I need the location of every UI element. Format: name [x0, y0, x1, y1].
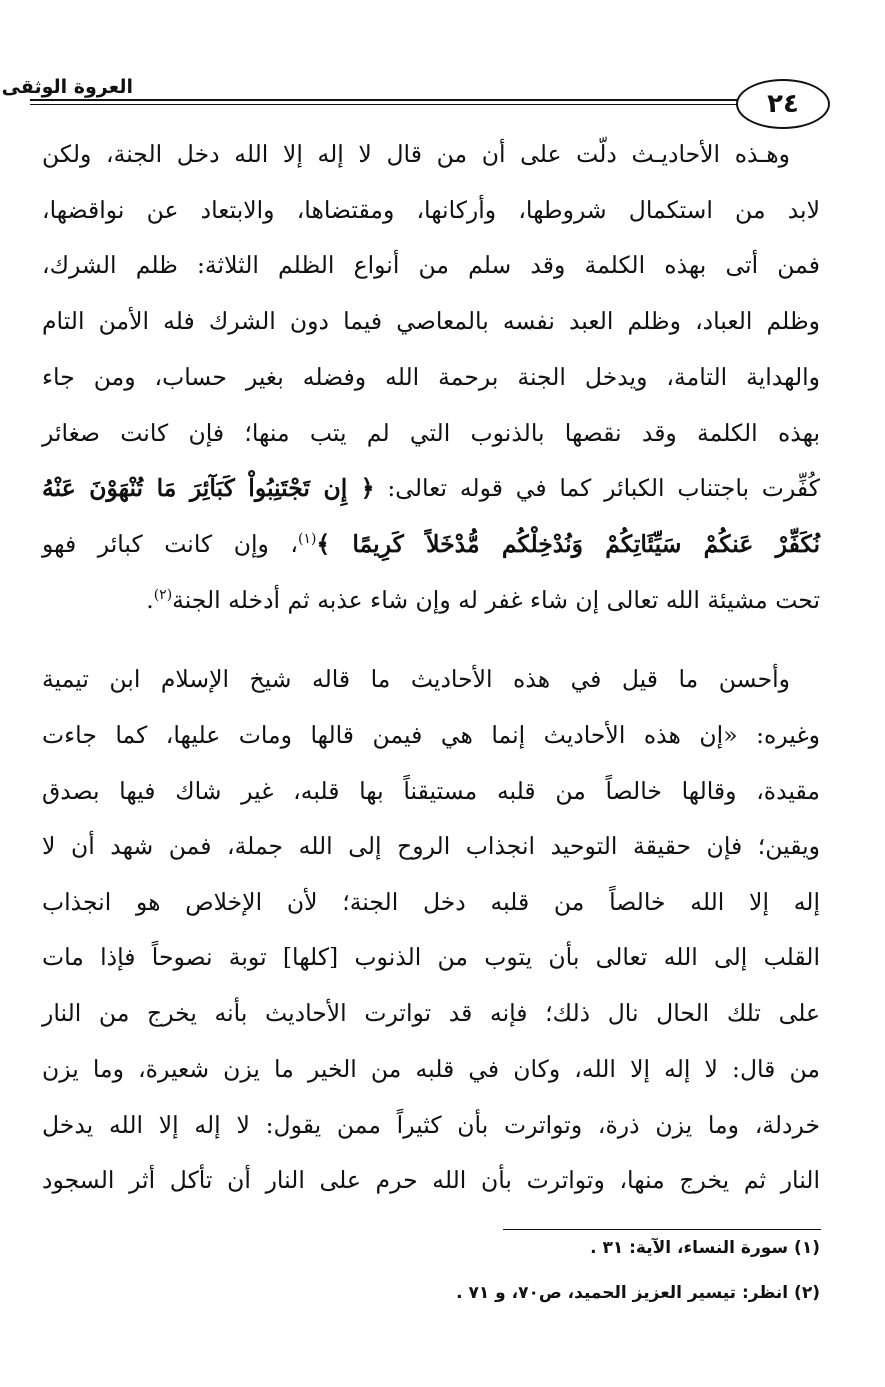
- body-line: وهـذه الأحاديـث دلّت على أن من قال لا إله إلا الله دخل الجنة، ولكن: [42, 140, 790, 168]
- page-number: ٢٤: [767, 89, 799, 119]
- body-line: بهذه الكلمة وقد نقصها بالذنوب التي لم يتب منها؛ فإن كانت صغائر: [42, 419, 820, 447]
- footnote-separator: [503, 1229, 821, 1230]
- line-text: .: [146, 586, 154, 614]
- body-line: النار ثم يخرج منها، وتواترت بأن الله حرم على النار أن تأكل أثر السجود: [42, 1166, 820, 1194]
- body-line-verse-start: [42, 470, 820, 510]
- body-line: فمن أتى بهذه الكلمة وقد سلم من أنواع الظلم الثلاثة: ظلم الشرك،: [42, 251, 820, 279]
- quran-verse-text: ﴿ إِن تَجْتَنِبُواْ كَبَآئِرَ مَا تُنْهَوْنَ عَنْهُ: [42, 474, 375, 502]
- line-text: تحت مشيئة الله تعالى إن شاء غفر له وإن شاء عذبه ثم أدخله الجنة: [172, 586, 820, 614]
- footnote-1: (١) سورة النساء، الآية: ٣١ .: [590, 1238, 820, 1258]
- body-line: من قال: لا إله إلا الله، وكان في قلبه من الخير ما يزن شعيرة، وما يزن: [42, 1055, 820, 1083]
- footnote-ref-2[interactable]: (٢): [153, 587, 173, 604]
- line-text: كُفِّرت باجتناب الكبائر كما في قوله تعالى:: [387, 474, 820, 502]
- body-line: مقيدة، وقالها خالصاً من قلبه مستيقناً بها قلبه، غير شاك فيها بصدق: [42, 777, 820, 805]
- quran-verse-text: نُكَفِّرْ عَنكُمْ سَيِّئَاتِكُمْ وَنُدْخِلْكُم مُّدْخَلاً كَرِيمًا ﴾: [316, 530, 820, 558]
- body-line: وغيره: «إن هذه الأحاديث إنما هي فيمن قالها ومات عليها، كما جاءت: [42, 721, 820, 749]
- body-line: لابد من استكمال شروطها، وأركانها، ومقتضاها، والابتعاد عن نواقضها،: [42, 196, 820, 224]
- header-rule: [30, 99, 744, 101]
- body-line: خردلة، وما يزن ذرة، وتواترت بأن كثيراً ممن يقول: لا إله إلا الله يدخل: [42, 1111, 820, 1139]
- line-text: ، وإن كانت كبائر فهو: [42, 530, 298, 558]
- body-line: والهداية التامة، ويدخل الجنة برحمة الله وفضله بغير حساب، ومن جاء: [42, 363, 820, 391]
- body-line: وأحسن ما قيل في هذه الأحاديث ما قاله شيخ الإسلام ابن تيمية: [42, 665, 790, 693]
- header-rule-thin: [30, 104, 744, 105]
- footnote-ref-1[interactable]: (١): [297, 531, 317, 548]
- body-line: ويقين؛ فإن حقيقة التوحيد انجذاب الروح إلى الله جملة، فمن شهد أن لا: [42, 832, 820, 860]
- body-line: القلب إلى الله تعالى بأن يتوب من الذنوب [كلها] توبة نصوحاً فإذا مات: [42, 943, 820, 971]
- body-line: على تلك الحال نال ذلك؛ فإنه قد تواترت الأحاديث بأنه يخرج من النار: [42, 999, 820, 1027]
- running-header-title: العروة الوثقى: [1, 76, 133, 98]
- body-line: إله إلا الله خالصاً من قلبه دخل الجنة؛ لأن الإخلاص هو انجذاب: [42, 888, 820, 916]
- footnote-2: (٢) انظر: تيسير العزيز الحميد، ص٧٠، و ٧١ .: [456, 1283, 820, 1303]
- body-line: [42, 582, 820, 622]
- body-line-verse-end: [42, 526, 820, 566]
- body-line: وظلم العباد، وظلم العبد نفسه بالمعاصي فيما دون الشرك فله الأمن التام: [42, 307, 820, 335]
